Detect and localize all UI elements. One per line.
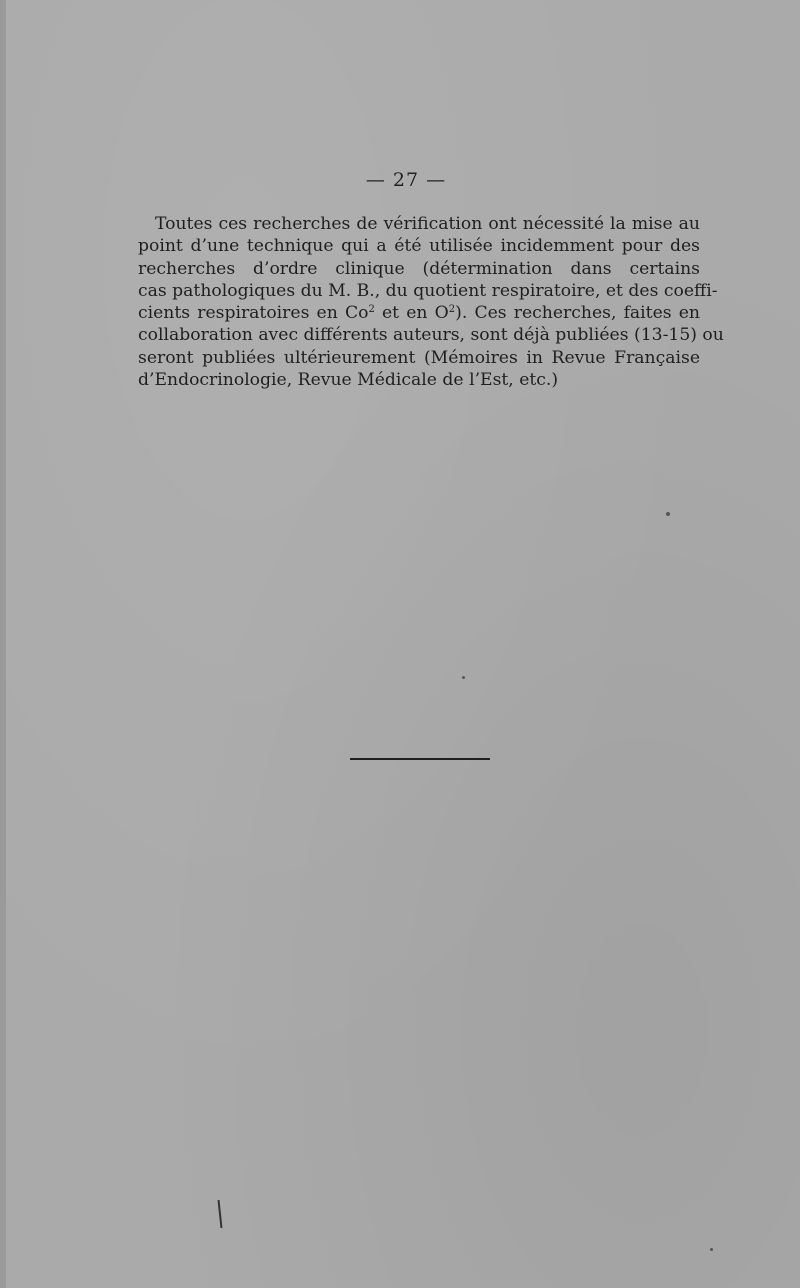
paragraph-line-4: cas pathologiques du M. B., du quotient respiratoire, et des coeffi- [138,280,718,301]
paragraph-line-7: seront publiées ultérieurement (Mémoires in Revue Française [138,347,700,368]
paragraph-line-1: Toutes ces recherches de vérification ont nécessité la mise au [155,214,700,234]
line-5-part-b: et en O [374,303,449,324]
page-number: — 27 — [365,169,447,191]
line-5-part-a: cients respiratoires en Co [138,303,369,324]
paper-speck [462,676,465,679]
separator-rule [350,758,490,760]
paragraph-line-5 [138,302,700,324]
paragraph-line-3: recherches d’ordre clinique (détermination dans certains [138,258,700,279]
paper-speck [666,512,670,516]
body-paragraph [138,213,724,391]
paragraph-line-8: d’Endocrinologie, Revue Médicale de l’Est, etc.) [138,370,559,391]
superscript-co2: 2 [368,304,375,316]
line-5-part-c: ). Ces recherches, faites en [455,303,700,324]
paper-speck [710,1248,713,1251]
superscript-o2: 2 [448,304,456,316]
paragraph-line-6: collaboration avec différents auteurs, sont déjà publiées (13-15) ou [138,325,724,346]
paragraph-line-2: point d’une technique qui a été utilisée incidemment pour des [138,236,700,257]
paper-scratch [218,1200,223,1228]
